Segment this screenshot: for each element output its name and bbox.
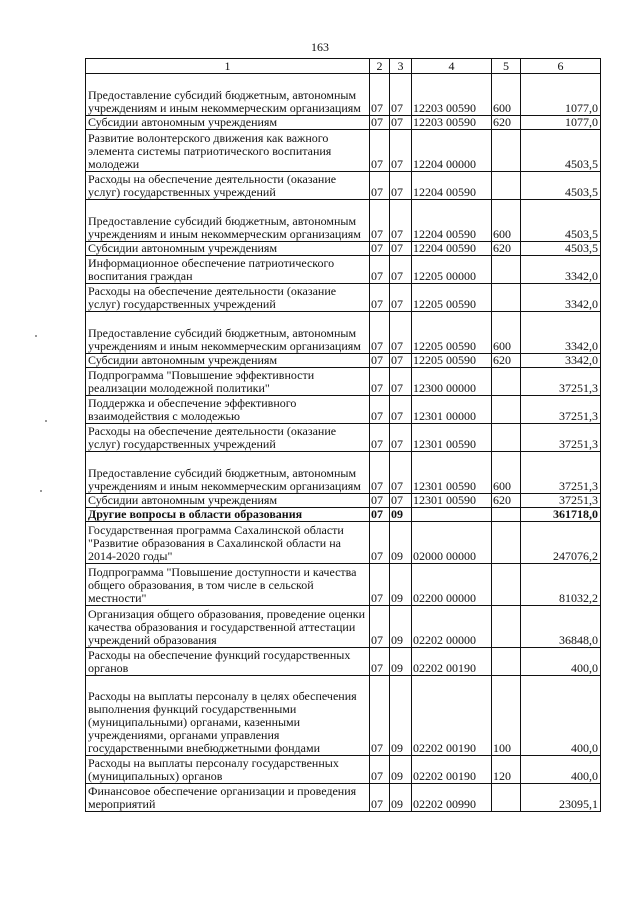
- table-body: [86, 74, 601, 812]
- table-row: [86, 396, 601, 424]
- subsection-code-cell: 07: [390, 116, 412, 130]
- amount-cell: 1077,0: [521, 116, 601, 130]
- subsection-code-cell: 07: [390, 200, 412, 242]
- row-name-cell: Финансовое обеспечение организации и проведения мероприятий: [86, 784, 370, 812]
- section-code-cell: 07: [370, 676, 390, 756]
- subsection-code-cell: 07: [390, 130, 412, 172]
- subsection-code-cell: 09: [390, 508, 412, 522]
- scan-speck: [35, 335, 37, 337]
- table-row: [86, 424, 601, 452]
- section-code-cell: 07: [370, 494, 390, 508]
- table-row: [86, 756, 601, 784]
- section-code-cell: 07: [370, 508, 390, 522]
- table-row: [86, 676, 601, 756]
- row-name-cell: Государственная программа Сахалинской области "Развитие образования в Сахалинской области на 2014-2020 годы": [86, 522, 370, 564]
- row-name-cell: Подпрограмма "Повышение доступности и качества общего образования, в том числе в сельской местности": [86, 564, 370, 606]
- row-name-cell: Поддержка и обеспечение эффективного взаимодействия с молодежью: [86, 396, 370, 424]
- row-name-cell: Субсидии автономным учреждениям: [86, 242, 370, 256]
- table-row: [86, 648, 601, 676]
- section-code-cell: 07: [370, 312, 390, 354]
- target-article-cell: 02202 00990: [412, 784, 492, 812]
- expense-type-cell: 620: [492, 494, 521, 508]
- subsection-code-cell: 09: [390, 756, 412, 784]
- column-header: 2: [370, 59, 390, 74]
- expense-type-cell: [492, 368, 521, 396]
- section-code-cell: 07: [370, 74, 390, 116]
- amount-cell: 36848,0: [521, 606, 601, 648]
- amount-cell: 400,0: [521, 756, 601, 784]
- row-name-cell: Субсидии автономным учреждениям: [86, 354, 370, 368]
- section-code-cell: 07: [370, 756, 390, 784]
- target-article-cell: 12204 00590: [412, 172, 492, 200]
- table-row: [86, 130, 601, 172]
- section-code-cell: 07: [370, 452, 390, 494]
- table-row: [86, 452, 601, 494]
- table-row: [86, 74, 601, 116]
- expense-type-cell: 600: [492, 452, 521, 494]
- row-name-cell: Предоставление субсидий бюджетным, автономным учреждениям и иным некоммерческим организациям: [86, 452, 370, 494]
- target-article-cell: 02202 00000: [412, 606, 492, 648]
- target-article-cell: 12205 00590: [412, 284, 492, 312]
- scan-speck: [45, 420, 47, 422]
- amount-cell: 400,0: [521, 648, 601, 676]
- subsection-code-cell: 09: [390, 648, 412, 676]
- table-row: [86, 256, 601, 284]
- target-article-cell: 02000 00000: [412, 522, 492, 564]
- expense-type-cell: [492, 424, 521, 452]
- column-header: 3: [390, 59, 412, 74]
- target-article-cell: 12204 00000: [412, 130, 492, 172]
- subsection-code-cell: 07: [390, 312, 412, 354]
- section-code-cell: 07: [370, 368, 390, 396]
- subsection-code-cell: 07: [390, 256, 412, 284]
- table-row: [86, 606, 601, 648]
- expense-type-cell: [492, 606, 521, 648]
- expense-type-cell: 600: [492, 200, 521, 242]
- row-name-cell: Информационное обеспечение патриотического воспитания граждан: [86, 256, 370, 284]
- amount-cell: 4503,5: [521, 242, 601, 256]
- row-name-cell: Организация общего образования, проведение оценки качества образования и государственной аттестации учреждений образования: [86, 606, 370, 648]
- expense-type-cell: [492, 522, 521, 564]
- amount-cell: 3342,0: [521, 312, 601, 354]
- amount-cell: 37251,3: [521, 452, 601, 494]
- subsection-code-cell: 09: [390, 606, 412, 648]
- expense-type-cell: 120: [492, 756, 521, 784]
- subsection-code-cell: 07: [390, 424, 412, 452]
- subsection-code-cell: 09: [390, 676, 412, 756]
- section-code-cell: 07: [370, 172, 390, 200]
- subsection-code-cell: 07: [390, 452, 412, 494]
- row-name-cell: Расходы на обеспечение деятельности (оказание услуг) государственных учреждений: [86, 172, 370, 200]
- page-number: 163: [311, 40, 329, 54]
- subsection-code-cell: 07: [390, 172, 412, 200]
- expense-type-cell: 100: [492, 676, 521, 756]
- row-name-cell: Предоставление субсидий бюджетным, автономным учреждениям и иным некоммерческим организациям: [86, 312, 370, 354]
- row-name-cell: Подпрограмма "Повышение эффективности реализации молодежной политики": [86, 368, 370, 396]
- section-code-cell: 07: [370, 396, 390, 424]
- target-article-cell: 02202 00190: [412, 648, 492, 676]
- table-row: [86, 242, 601, 256]
- expense-type-cell: [492, 648, 521, 676]
- amount-cell: 1077,0: [521, 74, 601, 116]
- subsection-code-cell: 07: [390, 242, 412, 256]
- expense-type-cell: [492, 172, 521, 200]
- amount-cell: 37251,3: [521, 396, 601, 424]
- expense-type-cell: [492, 256, 521, 284]
- amount-cell: 81032,2: [521, 564, 601, 606]
- table-row: [86, 522, 601, 564]
- section-code-cell: 07: [370, 648, 390, 676]
- target-article-cell: 12205 00590: [412, 312, 492, 354]
- subsection-code-cell: 09: [390, 564, 412, 606]
- target-article-cell: 02200 00000: [412, 564, 492, 606]
- subsection-code-cell: 07: [390, 396, 412, 424]
- table-row: [86, 116, 601, 130]
- expense-type-cell: 620: [492, 354, 521, 368]
- row-name-cell: Субсидии автономным учреждениям: [86, 494, 370, 508]
- header-row: [86, 59, 601, 74]
- section-code-cell: 07: [370, 242, 390, 256]
- row-name-cell: Расходы на обеспечение деятельности (оказание услуг) государственных учреждений: [86, 424, 370, 452]
- table-row: [86, 312, 601, 354]
- amount-cell: 4503,5: [521, 172, 601, 200]
- table-row: [86, 508, 601, 522]
- target-article-cell: 12301 00000: [412, 396, 492, 424]
- table-row: [86, 494, 601, 508]
- table-row: [86, 284, 601, 312]
- subsection-code-cell: 07: [390, 494, 412, 508]
- expense-type-cell: [492, 130, 521, 172]
- amount-cell: 23095,1: [521, 784, 601, 812]
- subsection-code-cell: 07: [390, 354, 412, 368]
- column-header: 4: [412, 59, 492, 74]
- expense-type-cell: [492, 564, 521, 606]
- table-row: [86, 354, 601, 368]
- row-name-cell: Расходы на выплаты персоналу в целях обеспечения выполнения функций государственными (муниципальными) органами, казенными учреждениями, органами управления государственными внебюджетными фондами: [86, 676, 370, 756]
- column-header: 6: [521, 59, 601, 74]
- target-article-cell: 12301 00590: [412, 452, 492, 494]
- row-name-cell: Расходы на обеспечение функций государственных органов: [86, 648, 370, 676]
- table-row: [86, 784, 601, 812]
- target-article-cell: 12203 00590: [412, 74, 492, 116]
- subsection-code-cell: 07: [390, 284, 412, 312]
- expense-type-cell: 620: [492, 242, 521, 256]
- subsection-code-cell: 07: [390, 74, 412, 116]
- target-article-cell: 12203 00590: [412, 116, 492, 130]
- target-article-cell: 12205 00000: [412, 256, 492, 284]
- row-name-cell: Расходы на выплаты персоналу государственных (муниципальных) органов: [86, 756, 370, 784]
- subsection-code-cell: 09: [390, 784, 412, 812]
- expense-type-cell: [492, 284, 521, 312]
- table-row: [86, 172, 601, 200]
- expense-type-cell: [492, 784, 521, 812]
- row-name-cell: Расходы на обеспечение деятельности (оказание услуг) государственных учреждений: [86, 284, 370, 312]
- target-article-cell: 12300 00000: [412, 368, 492, 396]
- subsection-code-cell: 09: [390, 522, 412, 564]
- table-row: [86, 368, 601, 396]
- amount-cell: 37251,3: [521, 368, 601, 396]
- section-code-cell: 07: [370, 784, 390, 812]
- target-article-cell: 12204 00590: [412, 200, 492, 242]
- amount-cell: 4503,5: [521, 200, 601, 242]
- row-name-cell: Субсидии автономным учреждениям: [86, 116, 370, 130]
- row-name-cell: Развитие волонтерского движения как важного элемента системы патриотического воспитания молодежи: [86, 130, 370, 172]
- budget-table: [85, 58, 601, 812]
- section-code-cell: 07: [370, 606, 390, 648]
- table-row: [86, 200, 601, 242]
- row-name-cell: Другие вопросы в области образования: [86, 508, 370, 522]
- expense-type-cell: 620: [492, 116, 521, 130]
- target-article-cell: [412, 508, 492, 522]
- expense-type-cell: [492, 508, 521, 522]
- target-article-cell: 02202 00190: [412, 676, 492, 756]
- target-article-cell: 12205 00590: [412, 354, 492, 368]
- target-article-cell: 12301 00590: [412, 494, 492, 508]
- amount-cell: 4503,5: [521, 130, 601, 172]
- amount-cell: 400,0: [521, 676, 601, 756]
- amount-cell: 37251,3: [521, 494, 601, 508]
- section-code-cell: 07: [370, 354, 390, 368]
- section-code-cell: 07: [370, 200, 390, 242]
- amount-cell: 37251,3: [521, 424, 601, 452]
- row-name-cell: Предоставление субсидий бюджетным, автономным учреждениям и иным некоммерческим организациям: [86, 74, 370, 116]
- amount-cell: 3342,0: [521, 284, 601, 312]
- target-article-cell: 12301 00590: [412, 424, 492, 452]
- target-article-cell: 12204 00590: [412, 242, 492, 256]
- expense-type-cell: 600: [492, 74, 521, 116]
- table-row: [86, 564, 601, 606]
- scan-speck: [40, 490, 42, 492]
- column-header: 5: [492, 59, 521, 74]
- section-code-cell: 07: [370, 424, 390, 452]
- expense-type-cell: [492, 396, 521, 424]
- row-name-cell: Предоставление субсидий бюджетным, автономным учреждениям и иным некоммерческим организациям: [86, 200, 370, 242]
- column-header: 1: [86, 59, 370, 74]
- subsection-code-cell: 07: [390, 368, 412, 396]
- amount-cell: 3342,0: [521, 256, 601, 284]
- expense-type-cell: 600: [492, 312, 521, 354]
- section-code-cell: 07: [370, 130, 390, 172]
- target-article-cell: 02202 00190: [412, 756, 492, 784]
- section-code-cell: 07: [370, 564, 390, 606]
- section-code-cell: 07: [370, 522, 390, 564]
- section-code-cell: 07: [370, 116, 390, 130]
- section-code-cell: 07: [370, 284, 390, 312]
- amount-cell: 3342,0: [521, 354, 601, 368]
- section-code-cell: 07: [370, 256, 390, 284]
- amount-cell: 361718,0: [521, 508, 601, 522]
- amount-cell: 247076,2: [521, 522, 601, 564]
